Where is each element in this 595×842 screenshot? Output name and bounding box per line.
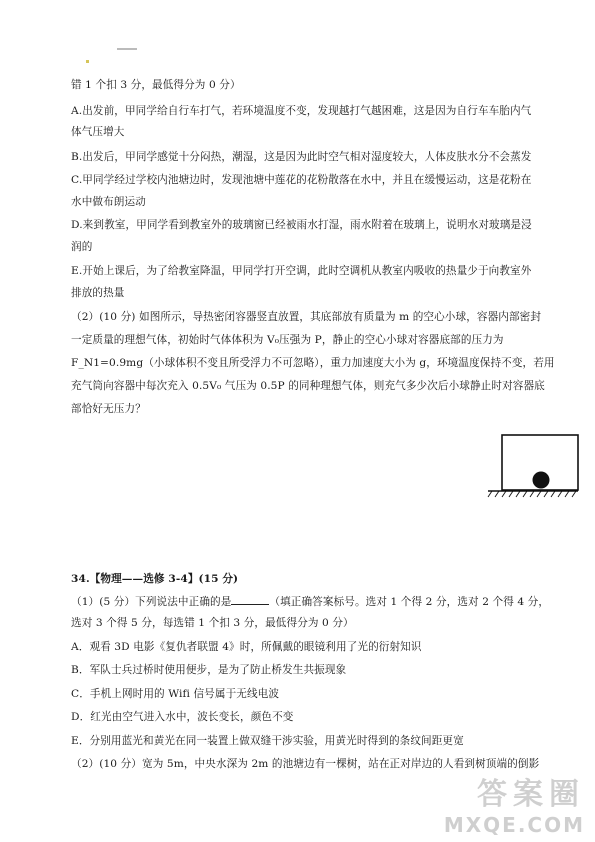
watermark-line2: MXQE.COM: [443, 813, 585, 837]
q33-option-d-line2: 润的: [71, 241, 93, 253]
q33-option-e-line1: E.开始上课后，为了给教室降温，甲同学打开空调，此时空调机从教室内吸收的热量少于向教室外: [71, 265, 532, 277]
q34-title: 34.【物理——选修 3-4】(15 分): [71, 573, 239, 585]
q34-part1-line2: 选对 3 个得 5 分，每选错 1 个扣 3 分，最低得分为 0 分）: [71, 617, 354, 629]
q34-option-d: D．红光由空气进入水中，波长变长，颜色不变: [71, 711, 294, 723]
site-watermark: [444, 769, 585, 837]
scan-dot: [86, 60, 89, 63]
q34-option-a: A．观看 3D 电影《复仇者联盟 4》时，所佩戴的眼镜利用了光的衍射知识: [71, 641, 422, 653]
watermark-line1: 答案圈: [477, 777, 585, 812]
q33-option-b: B.出发后，甲同学感觉十分闷热，潮湿，这是因为此时空气相对湿度较大，人体皮肤水分不会蒸发: [71, 151, 532, 163]
q33-part2-line4: 充气筒向容器中每次充入 0.5V₀ 气压为 0.5P 的同种理想气体，则充气多少次后小球静止时对容器底: [71, 380, 545, 392]
hollow-ball: [533, 472, 550, 489]
q33-part2-line2: 一定质量的理想气体，初始时气体体积为 V₀压强为 P，静止的空心小球对容器底部的压力为: [71, 334, 504, 346]
q33-p1-continuation: 错 1 个扣 3 分，最低得分为 0 分）: [71, 79, 241, 91]
q34-part1-line1: [71, 594, 549, 609]
q33-option-e-line2: 排放的热量: [71, 287, 125, 299]
q33-part2-line1: （2）(10 分) 如图所示，导热密闭容器竖直放置，其底部放有质量为 m 的空心小球，容器内部密封: [71, 311, 542, 323]
ground-hatching: [488, 491, 576, 497]
q34-part1-prefix: （1）(5 分）下列说法中正确的是: [71, 596, 232, 608]
q33-option-a-line1: A.出发前，甲同学给自行车打气，若环境温度不变，发现越打气越困难，这是因为自行车车胎内气: [71, 105, 532, 117]
q33-option-d-line1: D.来到教室，甲同学看到教室外的玻璃窗已经被雨水打湿，雨水附着在玻璃上，说明水对玻璃是浸: [71, 219, 532, 231]
q34-option-b: B．军队士兵过桥时使用便步，是为了防止桥发生共振现象: [71, 664, 347, 676]
q33-part2-line3: F_N1=0.9mg（小球体积不变且所受浮力不可忽略），重力加速度大小为 g，环境温度保持不变，若用: [71, 357, 555, 369]
q34-option-c: C．手机上网时用的 Wifi 信号属于无线电波: [71, 688, 280, 700]
q33-option-c-line2: 水中做布朗运动: [71, 196, 146, 208]
q33-option-c-line1: C.甲同学经过学校内池塘边时，发现池塘中莲花的花粉散落在水中，并且在缓慢运动，这是花粉在: [71, 174, 532, 186]
header-mark: [117, 48, 137, 50]
answer-blank: [231, 594, 269, 605]
q33-part2-line5: 部恰好无压力？: [71, 403, 146, 415]
q34-part2-line1: （2）(10 分）宽为 5m，中央水深为 2m 的池塘边有一棵树，站在正对岸边的人看到树顶端的倒影: [71, 758, 540, 770]
q34-part1-suffix: （填正确答案标号。选对 1 个得 2 分，选对 2 个得 4 分，: [269, 596, 550, 608]
container-figure: [482, 430, 582, 500]
q34-option-e: E．分别用蓝光和黄光在同一装置上做双缝干涉实验，用黄光时得到的条纹间距更宽: [71, 735, 464, 747]
q33-option-a-line2: 体气压增大: [71, 126, 125, 138]
